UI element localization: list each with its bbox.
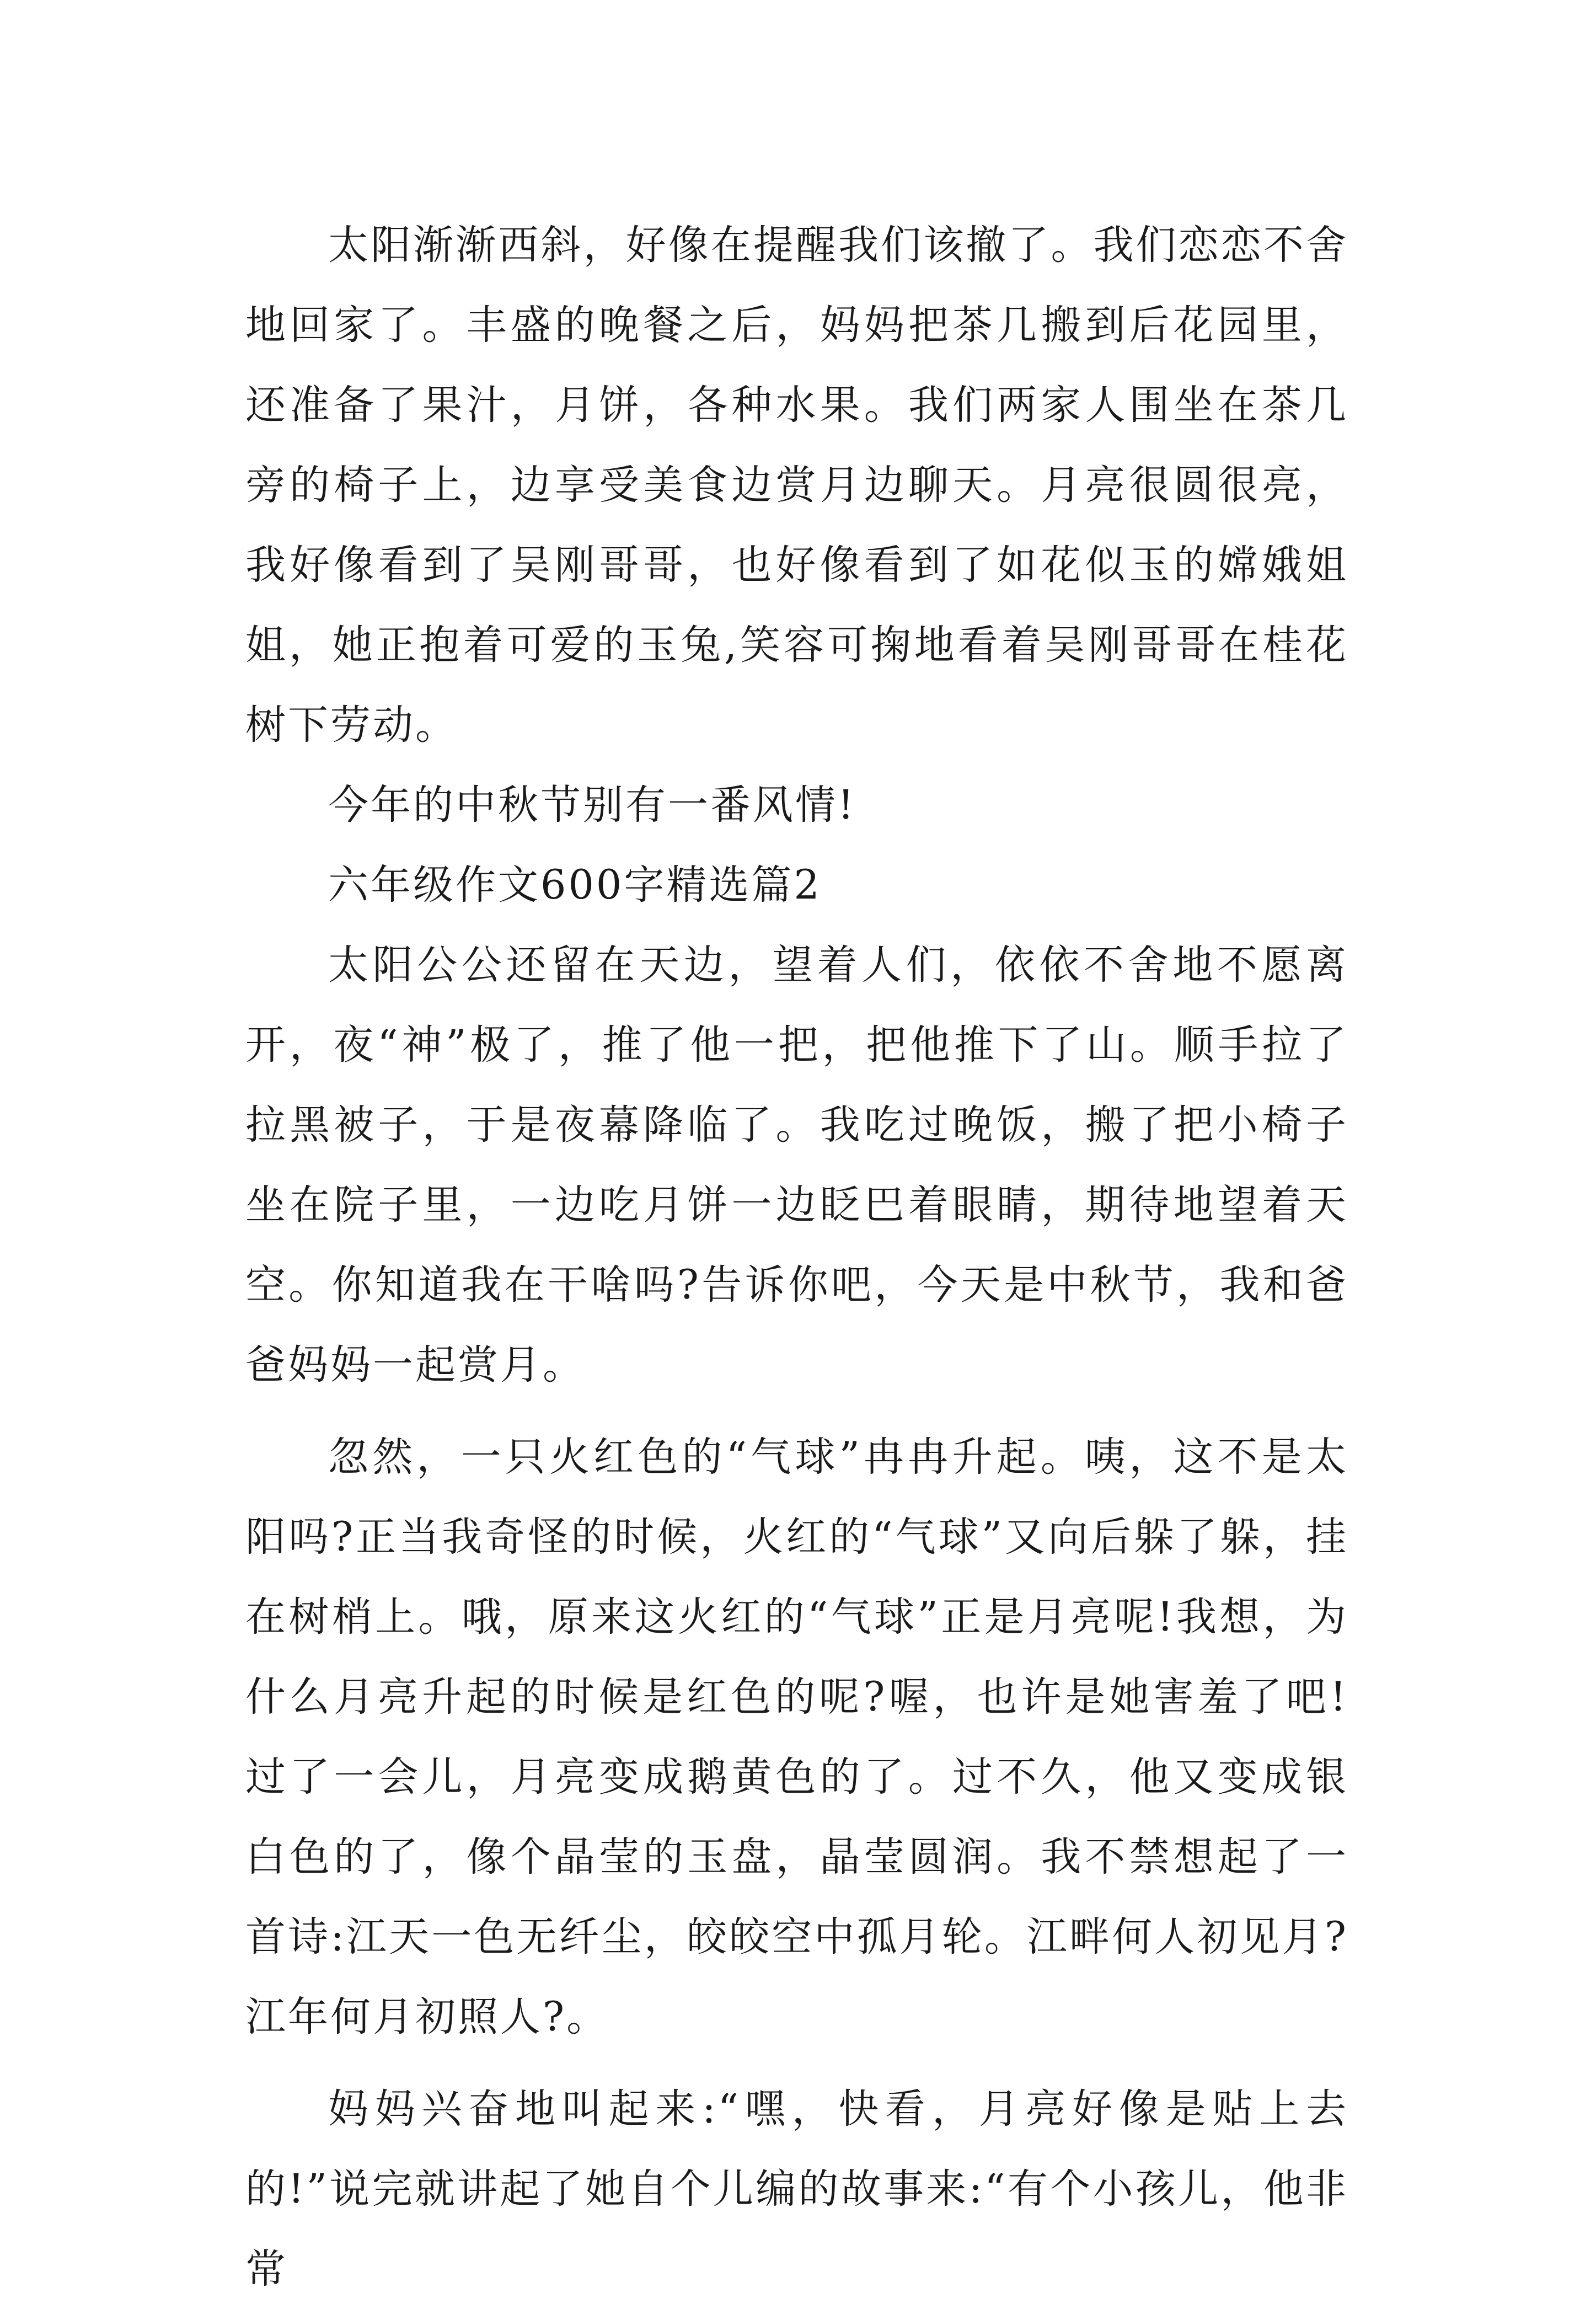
paragraph-red-balloon-moon: 忽然，一只火红色的“气球”冉冉升起。咦，这不是太阳吗?正当我奇怪的时候，火红的“气球”又向后躲了躲，挂在树梢上。哦，原来这火红的“气球”正是月亮呢!我想，为什么月亮升起的时候是红色的呢?喔，也许是她害羞了吧!过了一会儿，月亮变成鹅黄色的了。过不久，他又变成银白色的了，像个晶莹的玉盘，晶莹圆润。我不禁想起了一首诗:江天一色无纤尘，皎皎空中孤月轮。江畔何人初见月?江年何月初照人?。 <box>245 1434 1348 2040</box>
document-body <box>245 205 1348 2309</box>
paragraph-mid-autumn-closing: 今年的中秋节别有一番风情! <box>328 782 856 829</box>
paragraph-sunset-night: 太阳公公还留在天边，望着人们，依依不舍地不愿离开，夜“神”极了，推了他一把，把他推下了山。顺手拉了拉黑被子，于是夜幕降临了。我吃过晚饭，搬了把小椅子坐在院子里，一边吃月饼一边眨巴着眼睛，期待地望着天空。你知道我在干啥吗?告诉你吧，今天是中秋节，我和爸爸妈妈一起赏月。 <box>245 942 1348 1388</box>
section-heading-essay-2: 六年级作文600字精选篇2 <box>328 862 822 908</box>
paragraph-moon-viewing-evening: 太阳渐渐西斜，好像在提醒我们该撤了。我们恋恋不舍地回家了。丰盛的晚餐之后，妈妈把茶几搬到后花园里，还准备了果汁，月饼，各种水果。我们两家人围坐在茶几旁的椅子上，边享受美食边赏月边聊天。月亮很圆很亮，我好像看到了吴刚哥哥，也好像看到了如花似玉的嫦娥姐姐，她正抱着可爱的玉兔,笑容可掬地看着吴刚哥哥在桂花树下劳动。 <box>245 222 1348 749</box>
paragraph-mother-story: 妈妈兴奋地叫起来:“嘿，快看，月亮好像是贴上去的!”说完就讲起了她自个儿编的故事来:“有个小孩儿，他非常 <box>245 2086 1348 2292</box>
